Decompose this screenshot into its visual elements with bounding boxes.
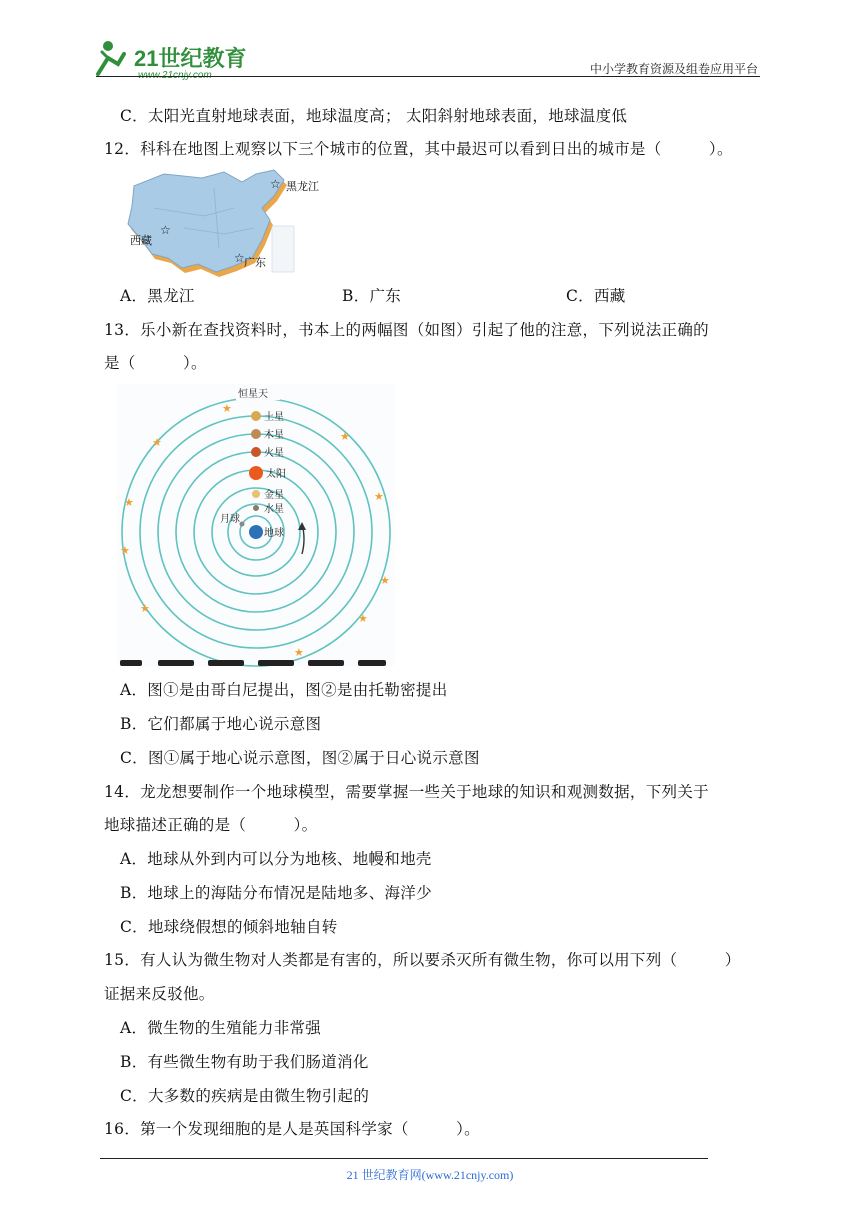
label-sun: 太阳: [266, 469, 286, 480]
star-icon: ★: [120, 544, 130, 557]
star-icon-heilongjiang: ☆: [270, 177, 281, 191]
q14-option-b: B．地球上的海陆分布情况是陆地多、海洋少: [120, 884, 432, 902]
map-label-xizang: 西藏: [130, 234, 152, 247]
q14-option-a: A．地球从外到内可以分为地核、地幔和地壳: [120, 850, 432, 868]
star-icon: ★: [152, 436, 162, 449]
footer-divider: [100, 1158, 708, 1159]
logo-text: 21世纪教育: [134, 46, 247, 71]
china-map-image: [124, 168, 319, 276]
q13-option-b: B．它们都属于地心说示意图: [120, 715, 322, 733]
platform-name: 中小学教育资源及组卷应用平台: [589, 62, 758, 76]
q12-stem: 12．科科在地图上观察以下三个城市的位置，其中最迟可以看到日出的城市是（ ）。: [104, 140, 733, 158]
q11-option-c: C．太阳光直射地球表面，地球温度高； 太阳斜射地球表面，地球温度低: [120, 107, 628, 125]
q15-option-b: B．有些微生物有助于我们肠道消化: [120, 1053, 369, 1071]
q16-stem: 16．第一个发现细胞的是人是英国科学家（ ）。: [104, 1120, 480, 1138]
label-earth: 地球: [264, 528, 284, 539]
q15-stem-line2: 证据来反驳他。: [104, 985, 215, 1003]
label-jupiter: 木星: [264, 430, 284, 441]
q13-option-c: C．图①属于地心说示意图，图②属于日心说示意图: [120, 749, 480, 767]
label-venus: 金星: [264, 490, 284, 501]
q12-option-c: C．西藏: [566, 287, 626, 305]
q15-option-c: C．大多数的疾病是由微生物引起的: [120, 1087, 370, 1105]
q13-stem-line2: 是（ ）。: [104, 354, 207, 372]
star-icon: ★: [374, 490, 384, 503]
star-icon: ★: [222, 402, 232, 415]
star-icon-xizang: ☆: [160, 223, 171, 237]
q14-option-c: C．地球绕假想的倾斜地轴自转: [120, 918, 338, 936]
q14-stem-line2: 地球描述正确的是（ ）。: [104, 816, 318, 834]
map-label-heilongjiang: 黑龙江: [286, 180, 319, 193]
star-icon: ★: [294, 646, 304, 659]
star-icon: ★: [358, 612, 368, 625]
q15-stem-line1: 15．有人认为微生物对人类都是有害的，所以要杀灭所有微生物，你可以用下列（ ）: [104, 951, 741, 969]
label-mercury: 水星: [264, 504, 284, 515]
star-icon: ★: [340, 430, 350, 443]
logo-url: www.21cnjy.com: [138, 70, 212, 81]
q15-option-a: A．微生物的生殖能力非常强: [120, 1019, 322, 1037]
star-icon: ★: [140, 602, 150, 615]
q13-option-a: A．图①是由哥白尼提出，图②是由托勒密提出: [120, 681, 448, 699]
star-icon: ★: [380, 574, 390, 587]
q12-option-b: B．广东: [342, 287, 402, 305]
label-mars: 火星: [264, 448, 284, 459]
label-fixed-stars: 恒星天: [238, 389, 268, 400]
header-divider: [96, 76, 760, 77]
star-icon-guangdong: ☆: [234, 251, 245, 265]
site-logo: [94, 36, 264, 80]
star-icon: ★: [124, 496, 134, 509]
label-saturn: 土星: [264, 412, 284, 423]
q14-stem-line1: 14．龙龙想要制作一个地球模型，需要掌握一些关于地球的知识和观测数据，下列关于: [104, 783, 709, 801]
label-moon: 月球: [220, 514, 240, 525]
map-label-guangdong: 广东: [244, 256, 266, 269]
footer-link[interactable]: 21 世纪教育网(www.21cnjy.com): [346, 1168, 514, 1182]
geocentric-diagram-image: [118, 384, 394, 666]
q13-stem-line1: 13．乐小新在查找资料时，书本上的两幅图（如图）引起了他的注意，下列说法正确的: [104, 321, 709, 339]
runner-icon: [98, 41, 124, 74]
q12-option-a: A．黑龙江: [120, 287, 195, 305]
